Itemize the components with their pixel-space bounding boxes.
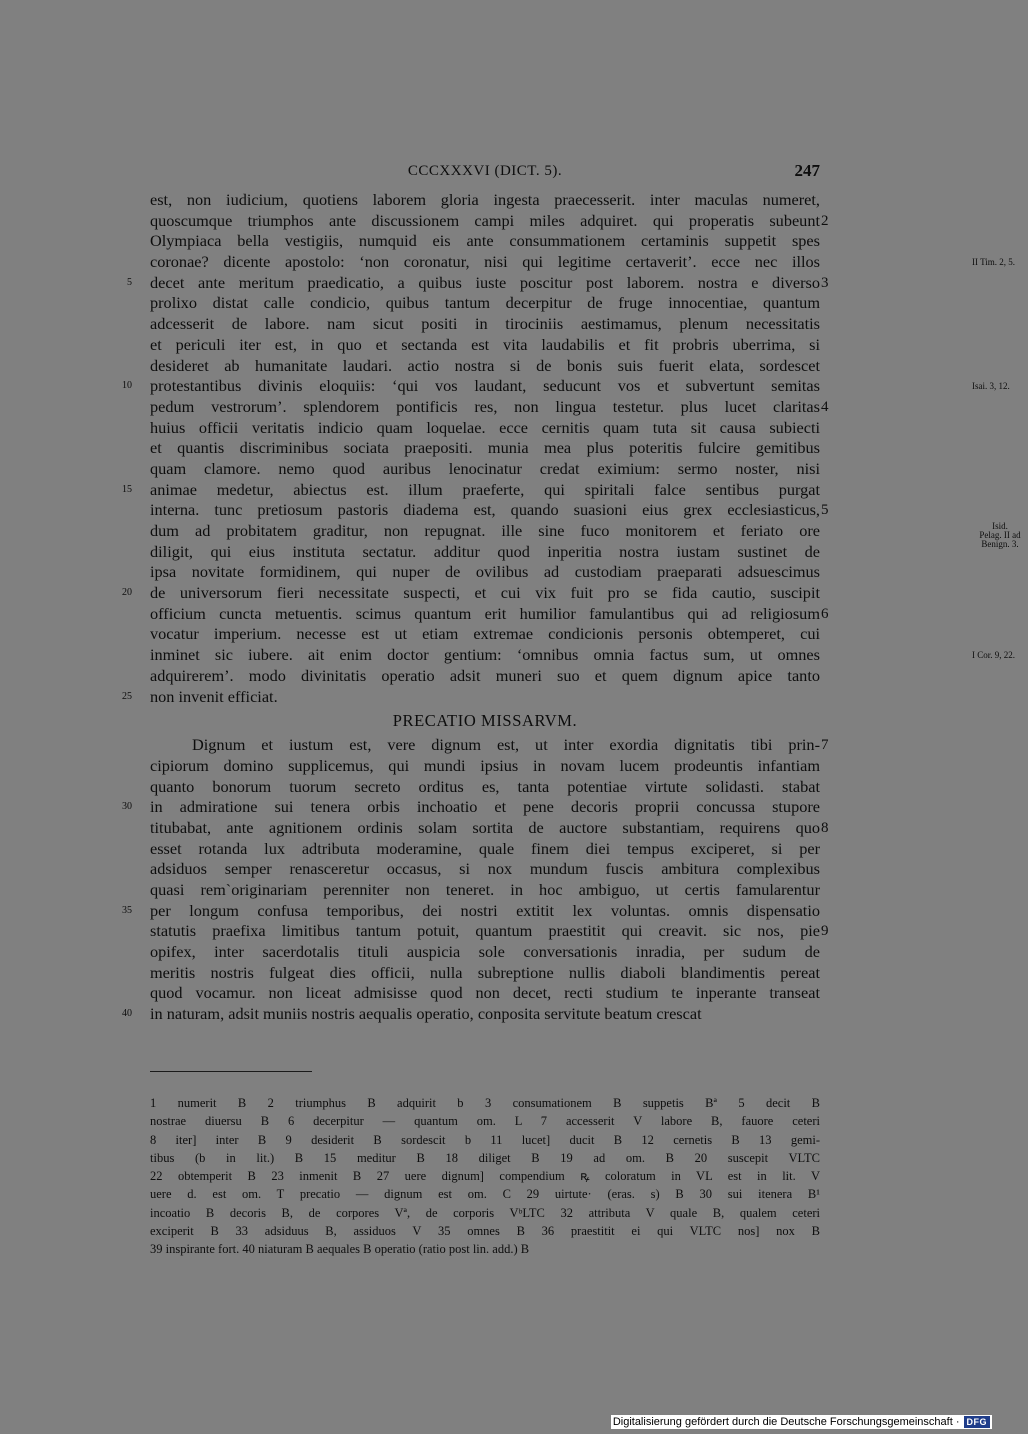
section-number: 6: [821, 605, 829, 622]
text-line: [150, 963, 820, 984]
line-text: opifex, inter sacerdotalis tituli auspicia sole conversationis inradia, per sudum de: [150, 942, 820, 962]
line-text: et quantis discriminibus sociata praepositi. munia mea plus poteritis fulcire gemitibus: [150, 438, 820, 458]
text-line: [150, 562, 820, 583]
line-text: decet ante meritum praedicatio, a quibus iuste poscitur post laborem. nostra e diverso: [150, 272, 820, 292]
line-text: Dignum et iustum est, vere dignum est, ut inter exordia dignitatis tibi prin-: [192, 735, 820, 755]
line-number: 40: [122, 1008, 132, 1020]
line-text: huius officii veritatis indicio quam loquelae. ecce cernitis quam tuta sit causa subiecti: [150, 417, 820, 437]
text-line: [150, 418, 820, 439]
margin-reference: II Tim. 2, 5.: [972, 257, 1016, 268]
text-line: [150, 603, 829, 625]
margin-reference: I Cor. 9, 22.: [972, 650, 1016, 661]
section-number: 5: [821, 502, 829, 519]
footnote-rule: [150, 1071, 312, 1072]
line-text: quoscumque triumphos ante discussionem campi miles adquiret. qui properatis subeunt: [150, 210, 820, 230]
margin-reference: Isai. 3, 12.: [972, 381, 1010, 392]
text-line: [150, 396, 829, 418]
text-line: [150, 880, 820, 901]
line-text: in admiratione sui tenera orbis inchoatio et pene decoris proprii concussa stupore: [150, 797, 820, 817]
text-line: [150, 777, 820, 798]
line-text: quod vocamur. non liceat admisisse quod non decet, recti studium te inperante transeat: [150, 983, 820, 1003]
line-text: de universorum fieri necessitate suspecti, et cui vix fuit pro se fida cautio, suscipit: [150, 583, 820, 603]
section-number: 8: [821, 819, 829, 836]
line-text: et periculi iter est, in quo et sectanda est vita laudabilis et fit probris uberrima, si: [150, 334, 820, 354]
apparatus-line: nostrae diuersu B 6 decerpitur — quantum om. L 7 accesserit V labore B, fauore ceteri: [150, 1114, 820, 1129]
line-text: desideret ab humanitate laudari. actio nostra si de bonis suis fuerit elata, sordescet: [150, 355, 820, 375]
text-line: [150, 252, 1016, 273]
apparatus-line: 1 numerit B 2 triumphus B adquirit b 3 consumationem B suppetis Bª 5 decit B: [150, 1096, 820, 1110]
text-line: [150, 335, 820, 356]
footer-credit: [611, 1415, 992, 1429]
section-number: 9: [821, 923, 829, 940]
line-number: 25: [122, 690, 132, 702]
line-text: adcesserit de labore. nam sicut positi in tirociniis aestimamus, plenum necessitatis: [150, 314, 820, 334]
line-text: quasi rem`originariam perenniter non teneret. in hoc ambiguo, ut certis famularentur: [150, 880, 820, 899]
text-line: [122, 1004, 820, 1025]
text-line: [122, 479, 820, 501]
line-text: titubabat, ante agnitionem ordinis solam sortita de auctore substantiam, requirens quo: [150, 817, 820, 837]
text-line: [150, 231, 820, 252]
apparatus-line: tibus (b in lit.) B 15 meditur B 18 diliget B 19 ad om. B 20 suscepit VLTC: [150, 1150, 820, 1165]
line-text: diligit, qui eius instituta sectatur. additur quod inperitia nostra iustam sustinet de: [150, 541, 820, 561]
line-text: est, non iudicium, quotiens laborem gloria ingesta praecesserit. inter maculas numeret,: [150, 190, 820, 209]
line-number: 15: [122, 483, 132, 495]
line-text: non invenit efficiat.: [150, 686, 278, 706]
line-number: 10: [122, 380, 132, 392]
text-line: [150, 983, 820, 1004]
line-text: meritis nostris fulgeat dies officii, nulla subreptione nullis diaboli blandimentis pereat: [150, 962, 820, 982]
line-text: statutis praefixa limitibus tantum potuit, quantum praestitit qui creavit. sic nos, pie: [150, 921, 820, 941]
text-line: [150, 190, 820, 211]
apparatus-line: 8 iter] inter B 9 desiderit B sordescit b 11 lucet] ducit B 12 cernetis B 13 gemi-: [150, 1132, 820, 1147]
section-number: 7: [821, 737, 829, 754]
running-head: CCCXXXVI (DICT. 5).: [407, 163, 563, 179]
text-line: [127, 272, 829, 294]
line-text: in naturam, adsit muniis nostris aequalis operatio, conposita servitute beatum crescat: [150, 1004, 702, 1024]
line-text: prolixo distat calle condicio, quibus tantum decerpitur de fruge innocentiae, quantum: [150, 293, 820, 313]
apparatus-line: exciperit B 33 adsiduus B, assiduos V 35 omnes B 36 praestitit ei qui VLTC nos] nox B: [150, 1224, 820, 1239]
line-text: esset rotanda lux adtributa moderamine, quale finem diei tempus exciperet, si per: [150, 838, 820, 858]
text-line: [122, 686, 820, 708]
section-number: 3: [821, 274, 829, 291]
text-line: [150, 817, 829, 839]
section-heading: PRECATIO MISSARVM.: [392, 711, 578, 731]
margin-reference-line: Pelag. II ad: [979, 530, 1021, 540]
margin-reference-multi: [972, 521, 1028, 549]
line-text: animae medetur, abiectus est. illum praeferte, qui spiritali falce sentibus purgat: [150, 479, 820, 499]
section-number: 2: [821, 212, 829, 229]
text-line: [150, 542, 820, 563]
text-line: [122, 376, 1010, 397]
text-line: [150, 942, 820, 963]
page-header: [150, 161, 820, 185]
text-line: [150, 438, 820, 459]
text-line: [150, 500, 829, 521]
line-text: ipsa novitate formidinem, qui nuper de ovilibus ad custodiam praeparati adsuescimus: [150, 562, 820, 582]
line-text: protestantibus divinis eloquiis: ‘qui vos laudant, seducunt vos et subvertunt semitas: [150, 376, 820, 396]
apparatus-line: incoatio B decoris B, de corpores Vª, de corporis VᵇLTC 32 attributa V quale B, qualem ceteri: [150, 1205, 820, 1220]
text-line: [150, 645, 1016, 666]
section-number: 4: [821, 398, 829, 415]
line-number: 5: [127, 276, 132, 288]
footer-text: Digitalisierung gefördert durch die Deutsche Forschungsgemeinschaft ·: [612, 1416, 960, 1428]
text-line: [150, 756, 820, 777]
text-line: [150, 666, 820, 687]
line-number: 35: [122, 904, 132, 916]
line-text: coronae? dicente apostolo: ‘non coronatur, nisi qui legitime certaverit’. ecce nec illos: [150, 252, 820, 272]
line-text: per longum confusa temporibus, dei nostri extitit lex voluntas. omnis dispensatio: [150, 900, 820, 920]
line-text: officium cuncta metuentis. scimus quantum erit humilior famulantibus qui ad religiosum: [150, 603, 820, 623]
line-text: cipiorum domino supplicemus, qui mundi ipsius in novam lucem prodeuntis infantiam: [150, 755, 820, 775]
apparatus-line: 22 obtemperit B 23 inmenit B 27 uere dignum] compendium ꝶ coloratum in VL est in lit. V: [150, 1169, 820, 1184]
line-text: adsiduos semper renasceretur occasus, si nox mundum fuscis ambitura complexibus: [150, 859, 820, 879]
line-text: dum ad probitatem graditur, non repugnat. ille sine fuco monitorem et feriato ore: [150, 521, 820, 540]
text-line: [122, 797, 820, 818]
text-line: [122, 583, 820, 604]
margin-reference-line: Isid.: [992, 521, 1008, 531]
text-line: [150, 356, 820, 377]
line-text: quam clamore. nemo quod auribus lenocinatur credat eximium: sermo noster, nisi: [150, 458, 820, 478]
text-line: [122, 900, 820, 922]
apparatus-line: uere d. est om. T precatio — dignum est om. C 29 uirtute· (eras. s) B 30 sui itenera B¹: [150, 1187, 820, 1202]
page-number: 247: [794, 161, 820, 180]
apparatus-line: 39 inspirante fort. 40 niaturam B aequales B operatio (ratio post lin. add.) B: [150, 1242, 530, 1257]
critical-apparatus: [150, 1094, 820, 1259]
line-text: adquirerem’. modo divinitatis operatio adsit muneri suo et quem dignum apice tanto: [150, 665, 820, 685]
main-text: [122, 190, 1021, 1025]
margin-reference-line: Benign. 3.: [981, 539, 1019, 549]
text-line: [150, 210, 829, 232]
text-line: [150, 921, 829, 942]
line-text: quanto bonorum tuorum secreto orditus es, tanta potentiae virtute solidasti. stabat: [150, 776, 820, 796]
line-text: interna. tunc pretiosum pastoris diadema est, quando suasioni eius grex ecclesiasticus,: [150, 500, 820, 520]
line-text: Olympiaca bella vestigiis, numquid eis ante consummationem certaminis suppetit spes: [150, 231, 820, 251]
line-text: pedum vestrorum’. splendorem pontificis res, non lingua testetur. plus lucet claritas: [150, 396, 820, 416]
text-line: [150, 293, 820, 314]
text-line: [150, 624, 820, 645]
text-line: [150, 459, 820, 480]
line-text: inminet sic iubere. ait enim doctor gentium: ‘omnibus omnia factus sum, ut omnes: [150, 645, 820, 665]
text-line: [150, 735, 829, 756]
dfg-logo: DFG: [964, 1416, 991, 1428]
text-line: [150, 521, 1021, 549]
line-number: 20: [122, 587, 132, 599]
text-line: [150, 314, 820, 335]
line-number: 30: [122, 801, 132, 813]
line-text: vocatur imperium. necesse est ut etiam extremae condicionis personis obtemperet, cui: [150, 624, 820, 644]
text-line: [150, 859, 820, 880]
text-line: [150, 839, 820, 860]
